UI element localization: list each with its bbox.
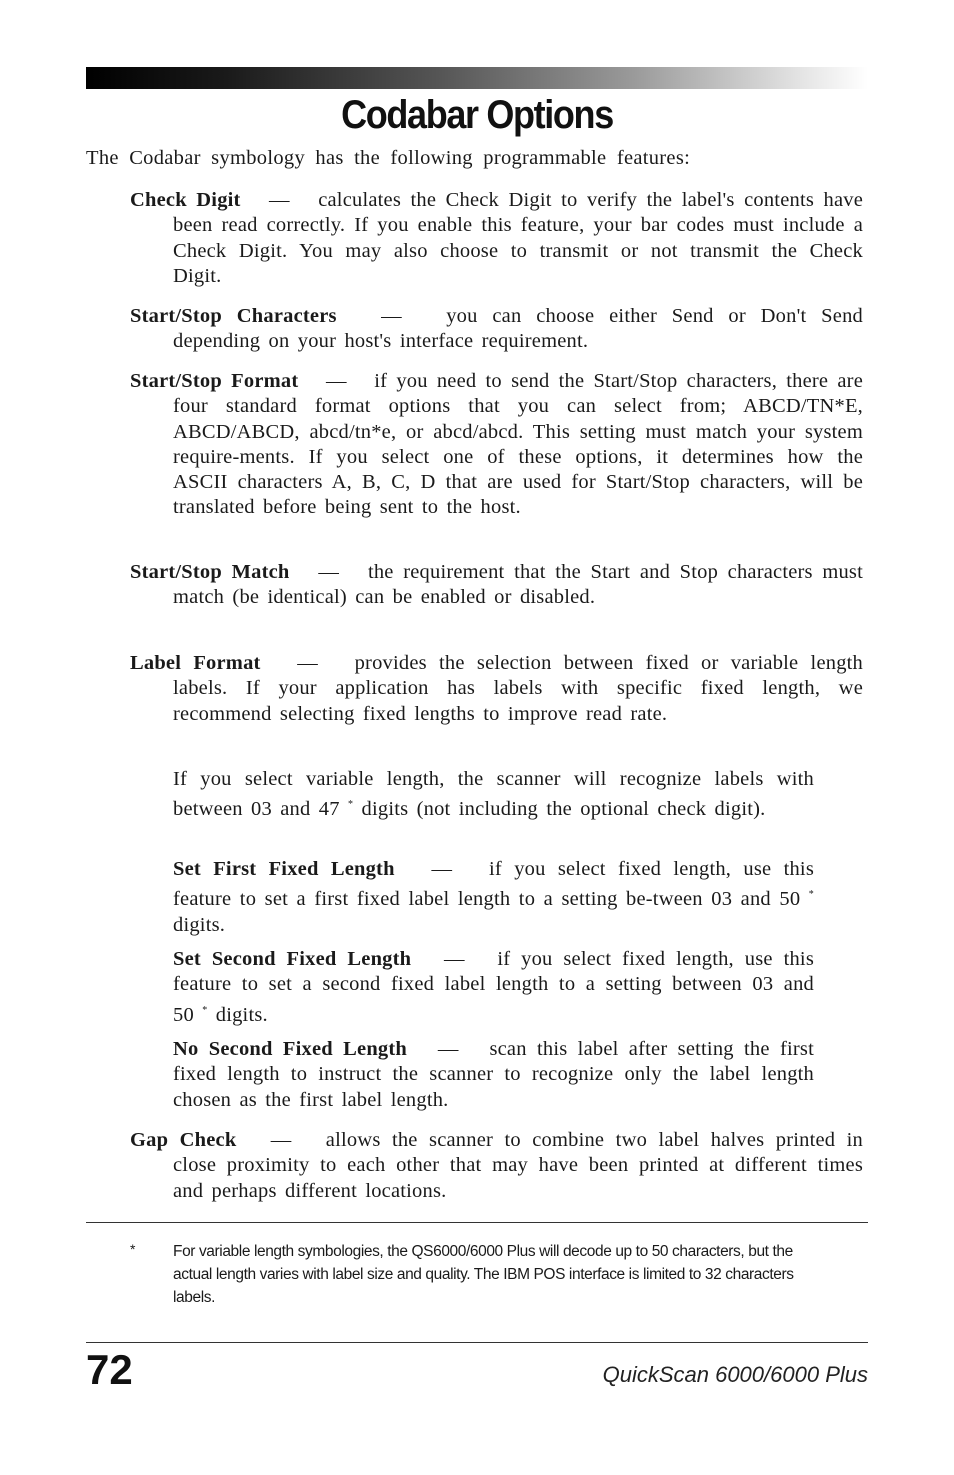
variable-length-paragraph xyxy=(173,767,814,823)
item-desc: allows the scanner to combine two label halves printed in close proximity to each other that may have been printed at different times and perhaps different locations. xyxy=(173,1129,863,1202)
subitem-desc: scan this label after setting the first fixed length to instruct the scanner to recognize only the label length chosen as the first label length. xyxy=(173,1038,814,1111)
page-title: Codabar Options xyxy=(341,93,613,137)
subitem-tail: digits. xyxy=(173,913,226,936)
subitem-term: Set First Fixed Length xyxy=(173,858,395,880)
em-dash: — xyxy=(437,1038,459,1060)
item-desc: calculates the Check Digit to verify the label's contents have been read correctly. If you enable this feature, your bar codes must include a Check Digit. You may also choose to transmit or not transmit the Check Digit. xyxy=(173,189,863,287)
paragraph-text: If you select variable length, the scanner will recognize labels with between 03 and 47 xyxy=(173,768,814,821)
item-start-stop-match xyxy=(130,560,863,611)
item-term: Label Format xyxy=(130,652,261,674)
item-gap-check xyxy=(130,1128,863,1204)
item-desc: if you need to send the Start/Stop characters, there are four standard format options that you can select from; ABCD/TN*E, ABCD/ABCD, abcd/tn*e, or abcd/abcd. This setting must match your system require-ments. If you select one of these options, it determines how the ASCII characters A, B, C, D that are used for Start/Stop characters, will be translated before being sent to the host. xyxy=(173,370,864,519)
item-start-stop-format xyxy=(130,369,863,521)
subitem-term: Set Second Fixed Length xyxy=(173,948,412,970)
item-term: Start/Stop Format xyxy=(130,370,299,392)
item-check-digit xyxy=(130,188,863,289)
footnote-divider xyxy=(86,1222,868,1223)
footer-divider xyxy=(86,1342,868,1343)
em-dash: — xyxy=(269,189,290,211)
item-term: Check Digit xyxy=(130,189,241,211)
item-desc: you can choose either Send or Don't Send depending on your host's interface requirement. xyxy=(173,305,863,353)
em-dash: — xyxy=(318,561,340,583)
footnote-reference: * xyxy=(808,889,814,901)
subitem-set-first-fixed-length xyxy=(173,857,814,938)
subitem-set-second-fixed-length xyxy=(173,947,814,1028)
em-dash: — xyxy=(431,858,453,880)
subitem-desc: if you select fixed length, use this feature to set a first fixed label length to a setting be-tween 03 and 50 xyxy=(173,858,814,911)
em-dash: — xyxy=(325,370,347,392)
em-dash: — xyxy=(270,1129,292,1151)
header-gradient-bar xyxy=(86,67,868,89)
em-dash: — xyxy=(297,652,318,674)
footnote-reference: * xyxy=(348,799,354,811)
em-dash: — xyxy=(443,948,465,970)
product-name: QuickScan 6000/6000 Plus xyxy=(602,1362,868,1387)
item-start-stop-characters xyxy=(130,304,863,355)
paragraph-text-tail: digits (not including the optional check digit). xyxy=(353,798,766,821)
page-number: 72 xyxy=(86,1346,133,1393)
subitem-no-second-fixed-length xyxy=(173,1037,814,1113)
subitem-term: No Second Fixed Length xyxy=(173,1038,407,1060)
em-dash: — xyxy=(381,305,402,327)
item-desc: provides the selection between fixed or variable length labels. If your application has labels with specific fixed length, we recommend selecting fixed lengths to improve read rate. xyxy=(173,652,863,725)
item-term: Start/Stop Match xyxy=(130,561,290,583)
item-desc: the requirement that the Start and Stop characters must match (be identical) can be enabled or disabled. xyxy=(173,561,864,609)
intro-text: The Codabar symbology has the following programmable features: xyxy=(86,147,691,169)
footnote-text: For variable length symbologies, the QS6000/6000 Plus will decode up to 50 characters, but the actual length varies with label size and quality. The IBM POS interface is limited to 32 characters labels. xyxy=(173,1243,794,1306)
footnote-reference: * xyxy=(202,1004,208,1016)
item-label-format xyxy=(130,651,863,727)
item-term: Gap Check xyxy=(130,1129,237,1151)
footnote-marker: * xyxy=(130,1241,136,1257)
subitem-tail: digits. xyxy=(207,1003,268,1026)
subitem-desc: if you select fixed length, use this feature to set a second fixed label length to a setting between 03 and 50 xyxy=(173,948,815,1026)
item-term: Start/Stop Characters xyxy=(130,305,337,327)
